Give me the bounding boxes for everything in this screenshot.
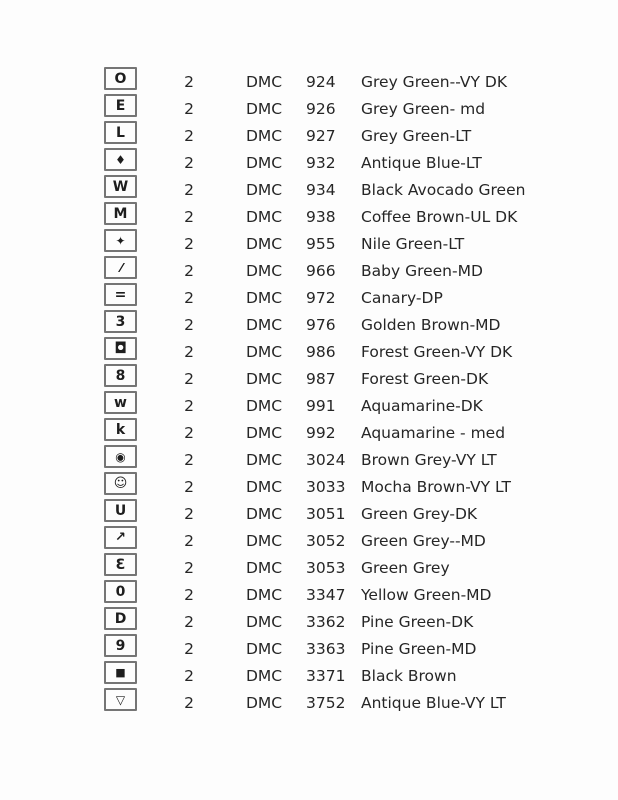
symbol-box	[104, 607, 137, 630]
color-name: Green Grey--MD	[361, 532, 486, 550]
floss-code: 3363	[306, 640, 346, 658]
strand-count: 2	[184, 586, 194, 604]
symbol-box	[104, 553, 137, 576]
floss-code: 987	[306, 370, 336, 388]
strand-count: 2	[184, 154, 194, 172]
equals-symbol: =	[114, 286, 127, 303]
floss-code: 3371	[306, 667, 346, 685]
legend-row	[104, 363, 564, 390]
digit-eight-symbol: 8	[115, 367, 126, 384]
legend-row	[104, 606, 564, 633]
color-name: Forest Green-DK	[361, 370, 489, 388]
floss-code: 3362	[306, 613, 346, 631]
fisheye-symbol: ◉	[115, 449, 126, 464]
floss-brand: DMC	[246, 397, 283, 415]
floss-code: 3053	[306, 559, 346, 577]
symbol-box	[104, 94, 137, 117]
letter-l-symbol: L	[116, 124, 125, 141]
strand-count: 2	[184, 127, 194, 145]
floss-code: 926	[306, 100, 336, 118]
symbol-box	[104, 661, 137, 684]
color-name: Antique Blue-LT	[361, 154, 482, 172]
black-diamond-symbol: ♦	[115, 152, 126, 167]
symbol-box	[104, 67, 137, 90]
floss-code: 966	[306, 262, 336, 280]
smiley-symbol: ☺	[113, 476, 128, 491]
floss-brand: DMC	[246, 532, 283, 550]
color-name: Golden Brown-MD	[361, 316, 501, 334]
legend-row	[104, 336, 564, 363]
strand-count: 2	[184, 262, 194, 280]
symbol-box	[104, 391, 137, 414]
strand-count: 2	[184, 505, 194, 523]
floss-brand: DMC	[246, 613, 283, 631]
floss-brand: DMC	[246, 424, 283, 442]
floss-brand: DMC	[246, 478, 283, 496]
legend-row	[104, 579, 564, 606]
small-w-symbol: w	[114, 394, 127, 411]
legend-row	[104, 498, 564, 525]
floss-code: 976	[306, 316, 336, 334]
floss-legend-table	[104, 66, 564, 714]
letter-u-symbol: U	[114, 502, 127, 519]
color-name: Green Grey-DK	[361, 505, 478, 523]
symbol-box	[104, 175, 137, 198]
color-name: Canary-DP	[361, 289, 443, 307]
strand-count: 2	[184, 613, 194, 631]
floss-brand: DMC	[246, 154, 283, 172]
letter-e-symbol: E	[115, 97, 126, 114]
floss-code: 986	[306, 343, 336, 361]
floss-code: 3347	[306, 586, 346, 604]
color-name: Mocha Brown-VY LT	[361, 478, 511, 496]
floss-brand: DMC	[246, 694, 283, 712]
floss-brand: DMC	[246, 208, 283, 226]
strand-count: 2	[184, 559, 194, 577]
floss-brand: DMC	[246, 586, 283, 604]
strand-count: 2	[184, 370, 194, 388]
floss-code: 991	[306, 397, 336, 415]
symbol-box	[104, 364, 137, 387]
color-name: Aquamarine-DK	[361, 397, 483, 415]
floss-brand: DMC	[246, 127, 283, 145]
black-square-symbol: ■	[115, 666, 126, 679]
symbol-box	[104, 337, 137, 360]
floss-code: 992	[306, 424, 336, 442]
floss-brand: DMC	[246, 343, 283, 361]
strand-count: 2	[184, 532, 194, 550]
small-k-symbol: k	[115, 421, 126, 438]
color-name: Green Grey	[361, 559, 450, 577]
color-name: Baby Green-MD	[361, 262, 483, 280]
floss-brand: DMC	[246, 262, 283, 280]
color-name: Nile Green-LT	[361, 235, 465, 253]
strand-count: 2	[184, 397, 194, 415]
floss-code: 955	[306, 235, 336, 253]
strand-count: 2	[184, 181, 194, 199]
strand-count: 2	[184, 73, 194, 91]
strand-count: 2	[184, 343, 194, 361]
four-pointed-star-symbol: ✦	[115, 233, 126, 248]
floss-code: 927	[306, 127, 336, 145]
floss-brand: DMC	[246, 667, 283, 685]
floss-code: 3052	[306, 532, 346, 550]
open-e-symbol: Ɛ	[115, 556, 126, 573]
legend-row	[104, 228, 564, 255]
floss-code: 932	[306, 154, 336, 172]
symbol-box	[104, 526, 137, 549]
strand-count: 2	[184, 289, 194, 307]
floss-code: 924	[306, 73, 336, 91]
floss-brand: DMC	[246, 289, 283, 307]
symbol-box	[104, 229, 137, 252]
legend-row	[104, 660, 564, 687]
legend-row	[104, 201, 564, 228]
symbol-box	[104, 148, 137, 171]
floss-brand: DMC	[246, 370, 283, 388]
legend-row	[104, 309, 564, 336]
symbol-box	[104, 580, 137, 603]
legend-row	[104, 120, 564, 147]
color-name: Grey Green- md	[361, 100, 486, 118]
symbol-box	[104, 283, 137, 306]
color-name: Grey Green-LT	[361, 127, 472, 145]
legend-row	[104, 633, 564, 660]
legend-row	[104, 390, 564, 417]
floss-brand: DMC	[246, 451, 283, 469]
color-name: Coffee Brown-UL DK	[361, 208, 518, 226]
symbol-box	[104, 688, 137, 711]
strand-count: 2	[184, 424, 194, 442]
symbol-box	[104, 202, 137, 225]
white-triangle-down-symbol: ▽	[115, 692, 126, 707]
symbol-box	[104, 445, 137, 468]
floss-brand: DMC	[246, 73, 283, 91]
floss-brand: DMC	[246, 316, 283, 334]
letter-d-symbol: D	[114, 610, 127, 627]
legend-row	[104, 471, 564, 498]
northeast-arrow-symbol: ↗	[115, 530, 126, 545]
legend-row	[104, 525, 564, 552]
symbol-box	[104, 472, 137, 495]
symbol-box	[104, 256, 137, 279]
color-name: Aquamarine - med	[361, 424, 506, 442]
strand-count: 2	[184, 478, 194, 496]
legend-row	[104, 552, 564, 579]
legend-row	[104, 282, 564, 309]
symbol-box	[104, 634, 137, 657]
strand-count: 2	[184, 640, 194, 658]
strand-count: 2	[184, 208, 194, 226]
floss-brand: DMC	[246, 181, 283, 199]
color-name: Forest Green-VY DK	[361, 343, 513, 361]
symbol-box	[104, 121, 137, 144]
strand-count: 2	[184, 100, 194, 118]
floss-code: 3051	[306, 505, 346, 523]
letter-m-symbol: M	[113, 205, 128, 222]
inverse-bullet-symbol: ◘	[114, 339, 127, 357]
floss-brand: DMC	[246, 559, 283, 577]
legend-row	[104, 444, 564, 471]
color-name: Antique Blue-VY LT	[361, 694, 506, 712]
color-name: Black Brown	[361, 667, 457, 685]
color-name: Pine Green-DK	[361, 613, 474, 631]
strand-count: 2	[184, 316, 194, 334]
letter-o-symbol: O	[114, 70, 127, 87]
legend-row	[104, 66, 564, 93]
legend-row	[104, 687, 564, 714]
digit-three-symbol: 3	[115, 313, 126, 330]
legend-row	[104, 147, 564, 174]
color-name: Brown Grey-VY LT	[361, 451, 497, 469]
floss-brand: DMC	[246, 235, 283, 253]
floss-code: 3033	[306, 478, 346, 496]
floss-brand: DMC	[246, 100, 283, 118]
floss-code: 934	[306, 181, 336, 199]
floss-code: 972	[306, 289, 336, 307]
legend-row	[104, 93, 564, 120]
symbol-box	[104, 310, 137, 333]
symbol-box	[104, 499, 137, 522]
strand-count: 2	[184, 235, 194, 253]
color-name: Pine Green-MD	[361, 640, 477, 658]
strand-count: 2	[184, 451, 194, 469]
legend-row	[104, 255, 564, 282]
floss-code: 938	[306, 208, 336, 226]
floss-brand: DMC	[246, 640, 283, 658]
legend-row	[104, 174, 564, 201]
color-name: Black Avocado Green	[361, 181, 526, 199]
strand-count: 2	[184, 694, 194, 712]
floss-code: 3752	[306, 694, 346, 712]
digit-zero-symbol: 0	[115, 583, 126, 600]
digit-nine-symbol: 9	[115, 637, 126, 654]
strand-count: 2	[184, 667, 194, 685]
color-name: Grey Green--VY DK	[361, 73, 507, 91]
legend-row	[104, 417, 564, 444]
color-name: Yellow Green-MD	[361, 586, 492, 604]
floss-code: 3024	[306, 451, 346, 469]
floss-brand: DMC	[246, 505, 283, 523]
symbol-box	[104, 418, 137, 441]
letter-w-symbol: W	[112, 178, 129, 195]
